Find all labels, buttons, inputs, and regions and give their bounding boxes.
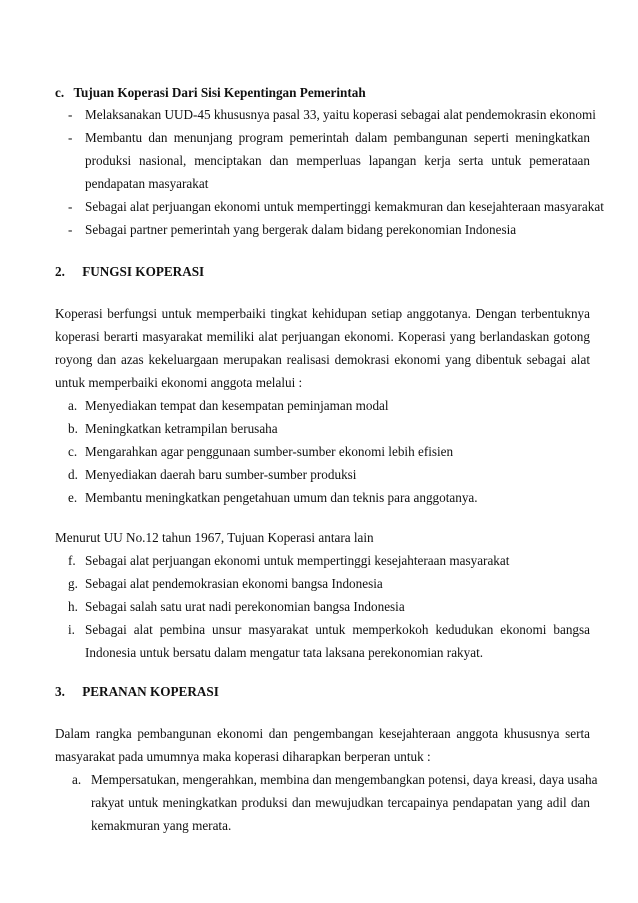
paragraph-line: koperasi berarti masyarakat memiliki alat perjuangan ekonomi. Koperasi yang berlandaskan gotong xyxy=(55,329,590,344)
paragraph-line: royong dan azas kekeluargaan merupakan realisasi demokrasi ekonomi yang dibentuk sebagai alat xyxy=(55,352,590,367)
section-c-marker: c. xyxy=(55,85,65,100)
list-text: rakyat untuk meningkatkan produksi dan mewujudkan tercapainya pendapatan yang adil dan xyxy=(91,795,590,810)
section-3-title: PERANAN KOPERASI xyxy=(82,684,219,699)
item-line: Sebagai partner pemerintah yang bergerak dalam bidang perekonomian Indonesia xyxy=(85,222,517,237)
bullet-dash: - xyxy=(68,107,73,122)
list-marker: a. xyxy=(72,772,82,787)
item-line: Membantu dan menunjang program pemerintah dalam pembangunan seperti meningkatkan xyxy=(85,130,590,145)
list-text: Menyediakan tempat dan kesempatan peminjaman modal xyxy=(85,398,389,413)
section-2-heading xyxy=(55,264,590,280)
uu-intro: Menurut UU No.12 tahun 1967, Tujuan Koperasi antara lain xyxy=(55,530,374,545)
list-text: Menyediakan daerah baru sumber-sumber produksi xyxy=(85,467,357,482)
paragraph-line: Koperasi berfungsi untuk memperbaiki tingkat kehidupan setiap anggotanya. Dengan terbentuknya xyxy=(55,306,590,321)
bullet-dash: - xyxy=(68,130,73,145)
list-marker: b. xyxy=(68,421,78,436)
list-marker: a. xyxy=(68,398,78,413)
section-3-heading xyxy=(55,684,590,700)
list-text: kemakmuran yang merata. xyxy=(91,818,232,833)
paragraph-line: masyarakat pada umumnya maka koperasi diharapkan berperan untuk : xyxy=(55,749,431,764)
list-text: Sebagai alat perjuangan ekonomi untuk mempertinggi kesejahteraan masyarakat xyxy=(85,553,510,568)
section-2-title: FUNGSI KOPERASI xyxy=(82,264,205,279)
bullet-dash: - xyxy=(68,222,73,237)
item-line: Sebagai alat perjuangan ekonomi untuk mempertinggi kemakmuran dan kesejahteraan masyarakat xyxy=(85,199,604,214)
list-text: Mengarahkan agar penggunaan sumber-sumber ekonomi lebih efisien xyxy=(85,444,454,459)
item-line: produksi nasional, menciptakan dan memperluas lapangan kerja serta untuk pemerataan xyxy=(85,153,590,168)
list-text: Mempersatukan, mengerahkan, membina dan mengembangkan potensi, daya kreasi, daya usaha xyxy=(91,772,598,787)
list-text: Membantu meningkatkan pengetahuan umum dan teknis para anggotanya. xyxy=(85,490,478,505)
list-text: Sebagai alat pembina unsur masyarakat untuk memperkokoh kedudukan ekonomi bangsa xyxy=(85,622,590,637)
item-line: pendapatan masyarakat xyxy=(85,176,209,191)
paragraph-line: Dalam rangka pembangunan ekonomi dan pengembangan kesejahteraan anggota khususnya serta xyxy=(55,726,590,741)
section-c-title: Tujuan Koperasi Dari Sisi Kepentingan Pemerintah xyxy=(73,85,366,100)
list-marker: g. xyxy=(68,576,78,591)
item-line: Melaksanakan UUD-45 khususnya pasal 33, yaitu koperasi sebagai alat pendemokrasin ekonomi xyxy=(85,107,596,122)
list-marker: h. xyxy=(68,599,78,614)
bullet-dash: - xyxy=(68,199,73,214)
list-marker: f. xyxy=(68,553,76,568)
section-3-number: 3. xyxy=(55,684,65,699)
list-text: Indonesia untuk bersatu dalam mengatur tata laksana perekonomian rakyat. xyxy=(85,645,484,660)
list-marker: d. xyxy=(68,467,78,482)
paragraph-line: untuk memperbaiki ekonomi anggota melalui : xyxy=(55,375,303,390)
section-2-number: 2. xyxy=(55,264,65,279)
section-c-heading xyxy=(55,85,590,101)
list-text: Sebagai salah satu urat nadi perekonomian bangsa Indonesia xyxy=(85,599,405,614)
list-marker: e. xyxy=(68,490,78,505)
list-text: Meningkatkan ketrampilan berusaha xyxy=(85,421,278,436)
list-text: Sebagai alat pendemokrasian ekonomi bangsa Indonesia xyxy=(85,576,383,591)
list-marker: i. xyxy=(68,622,75,637)
list-marker: c. xyxy=(68,444,78,459)
